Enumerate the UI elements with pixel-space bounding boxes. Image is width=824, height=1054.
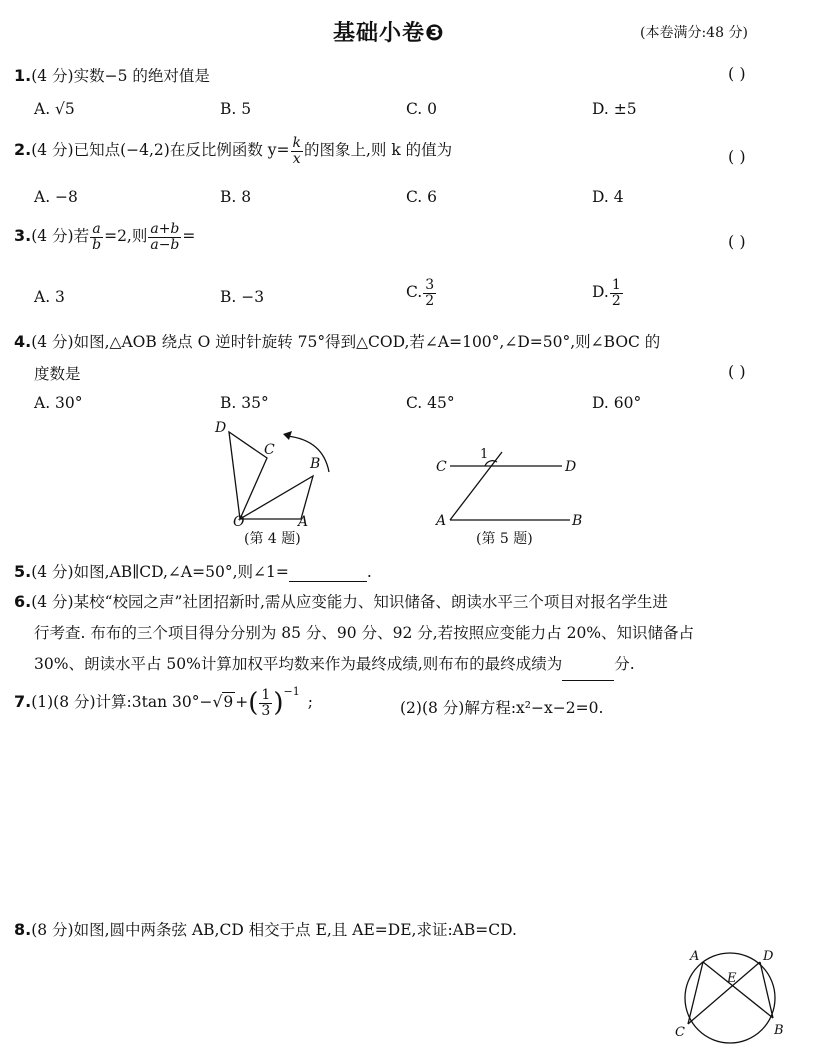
chord-ac xyxy=(688,962,703,1024)
label-b: B xyxy=(310,456,321,472)
question-stem-line2: 行考查. 布布的三个项目得分分别为 85 分、90 分、92 分,若按照应变能力占 20%、知识储备占 xyxy=(34,624,695,642)
figure-5-caption: (第 5 题) xyxy=(476,531,533,547)
question-number: 5. xyxy=(14,562,32,581)
question-7 xyxy=(14,685,313,719)
option-d: D. 60° xyxy=(592,394,642,412)
arrow-head-icon xyxy=(283,431,292,440)
left-paren-icon: ( xyxy=(248,688,259,719)
option-d: D. ±5 xyxy=(592,100,637,118)
question-7-part-2: (2)(8 分)解方程:x²−x−2=0. xyxy=(400,699,604,717)
option-a: A. −8 xyxy=(34,188,78,206)
plus-sign: + xyxy=(235,693,249,712)
label-a: A xyxy=(436,513,447,529)
right-paren-icon: ) xyxy=(273,688,284,719)
question-5 xyxy=(14,560,372,582)
question-stem-end: = xyxy=(182,227,196,246)
separator: ; xyxy=(307,693,313,712)
question-stem-line1: (4 分)如图,△AOB 绕点 O 逆时针旋转 75°得到△COD,若∠A=100°,∠D=50°,则∠BOC 的 xyxy=(31,333,661,351)
question-stem-line3: 30%、朗读水平占 50%计算加权平均数来作为最终成绩,则布布的最终成绩为 分. xyxy=(14,649,694,681)
label-a: A xyxy=(690,949,700,964)
question-number: 1. xyxy=(14,66,32,85)
fraction: $\frac{k}{x}$ xyxy=(292,135,301,167)
question-stem: (8 分)如图,圆中两条弦 AB,CD 相交于点 E,且 AE=DE,求证:AB=CD. xyxy=(31,921,517,939)
figure-4 xyxy=(205,418,345,530)
question-number: 8. xyxy=(14,920,32,939)
option-b: B. 8 xyxy=(220,188,252,206)
question-3 xyxy=(14,222,195,252)
figure-5 xyxy=(430,440,590,530)
option-b: B. −3 xyxy=(220,288,265,306)
answer-blank xyxy=(289,563,367,582)
fraction: $\frac{a}{b}$ xyxy=(92,221,102,253)
label-b: B xyxy=(572,513,583,529)
answer-paren: ( ) xyxy=(728,64,746,83)
triangle-aob xyxy=(240,476,313,519)
label-angle-1: 1 xyxy=(480,447,489,462)
label-d: D xyxy=(565,459,577,475)
question-6 xyxy=(14,586,694,681)
option-a: A. √5 xyxy=(34,100,75,118)
option-c: C. $\frac{3}{2}$ xyxy=(406,277,435,309)
figure-8 xyxy=(670,940,800,1050)
option-d: D. $\frac{1}{2}$ xyxy=(592,277,621,309)
question-stem-line1: (4 分)某校“校园之声”社团招新时,需从应变能力、知识储备、朗读水平三个项目对报名学生进 xyxy=(31,593,668,611)
question-2 xyxy=(14,136,452,166)
chord-cd xyxy=(688,962,760,1024)
question-stem-end: 的图象上,则 k 的值为 xyxy=(304,141,453,160)
option-c: C. 45° xyxy=(406,394,455,412)
label-d: D xyxy=(215,420,227,436)
question-stem: (4 分)如图,AB∥CD,∠A=50°,则∠1= xyxy=(31,563,289,581)
answer-paren: ( ) xyxy=(728,232,746,251)
label-c: C xyxy=(675,1025,685,1040)
question-stem-mid: =2,则 xyxy=(104,227,148,246)
option-a: A. 3 xyxy=(34,288,65,306)
fraction: $\frac{1}{3}$ xyxy=(261,687,271,719)
option-b: B. 35° xyxy=(220,394,269,412)
exponent: −1 xyxy=(283,685,300,699)
option-b: B. 5 xyxy=(220,100,252,118)
answer-paren: ( ) xyxy=(728,147,746,166)
question-number: 2. xyxy=(14,140,32,160)
label-e: E xyxy=(727,971,737,986)
answer-blank xyxy=(562,649,614,681)
sqrt-icon: √ xyxy=(212,693,223,712)
question-stem: (4 分)若 xyxy=(31,227,90,246)
question-stem-end: . xyxy=(366,563,372,581)
question-4 xyxy=(14,330,660,352)
option-c: C. 0 xyxy=(406,100,438,118)
label-a: A xyxy=(298,514,309,530)
option-a: A. 30° xyxy=(34,394,83,412)
question-number: 6. xyxy=(14,592,32,611)
question-1 xyxy=(14,64,210,86)
question-stem: (4 分)已知点(−4,2)在反比例函数 y= xyxy=(31,141,290,160)
option-c: C. 6 xyxy=(406,188,438,206)
page-title: 基础小卷❸ xyxy=(333,21,445,46)
question-number: 4. xyxy=(14,332,32,351)
label-o: O xyxy=(233,514,245,530)
answer-paren: ( ) xyxy=(728,362,746,381)
sqrt-radicand: 9 xyxy=(223,693,234,712)
part-1-stem: (1)(8 分)计算:3tan 30°− xyxy=(31,693,213,712)
question-stem-line2: 度数是 xyxy=(34,365,81,383)
transversal xyxy=(450,452,502,520)
question-8 xyxy=(14,918,517,940)
fraction: $\frac{a+b}{a-b}$ xyxy=(150,221,180,253)
rotation-arc xyxy=(287,436,329,472)
question-number: 7. xyxy=(14,692,32,712)
question-stem: (4 分)实数−5 的绝对值是 xyxy=(31,67,210,85)
full-mark-note: (本卷满分:48 分) xyxy=(640,25,748,41)
figure-4-caption: (第 4 题) xyxy=(244,531,301,547)
label-c: C xyxy=(264,442,275,458)
label-b: B xyxy=(774,1023,784,1038)
option-d: D. 4 xyxy=(592,188,624,206)
label-d: D xyxy=(763,949,774,964)
label-c: C xyxy=(436,459,447,475)
question-number: 3. xyxy=(14,226,32,246)
